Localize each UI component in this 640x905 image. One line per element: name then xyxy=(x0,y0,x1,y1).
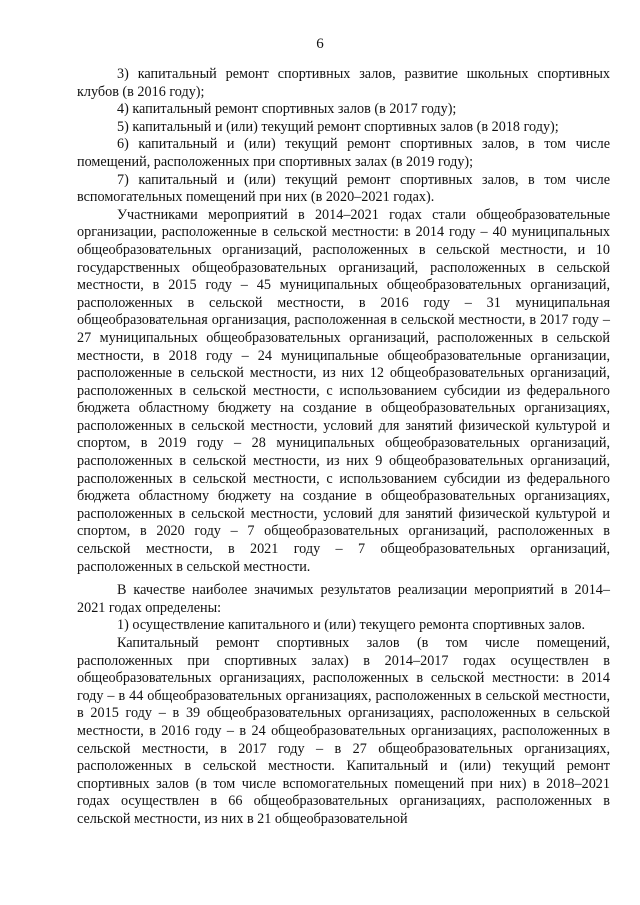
paragraph: 3) капитальный ремонт спортивных залов, развитие школьных спортивных клубов (в 2016 году); xyxy=(77,66,610,100)
page-number: 6 xyxy=(316,36,324,52)
paragraph: В качестве наиболее значимых результатов реализации мероприятий в 2014–2021 годах определены: xyxy=(77,582,610,616)
paragraph: 1) осуществление капитального и (или) текущего ремонта спортивных залов. xyxy=(117,617,585,634)
paragraph: 7) капитальный и (или) текущий ремонт спортивных залов, в том числе вспомогательных помещений при них (в 2020–2021 годах). xyxy=(77,171,610,206)
document-body xyxy=(77,66,610,829)
paragraph: 5) капитальный и (или) текущий ремонт спортивных залов (в 2018 году); xyxy=(117,118,559,135)
paragraph: 6) капитальный и (или) текущий ремонт спортивных залов, в том числе помещений, расположенных при спортивных залах (в 2019 году); xyxy=(77,136,610,170)
paragraph: 4) капитальный ремонт спортивных залов (в 2017 году); xyxy=(117,101,457,118)
paragraph: Участниками мероприятий в 2014–2021 годах стали общеобразовательные организации, расположенные в сельской местности: в 2014 году – 40 муниципальных общеобразовательных организаций, расположенных в сельской местности, и 10 государственных общеобразовательных организаций, расположенных в сельской местности, в 2015 году – 45 муниципальных общеобразовательных организаций, расположенных в сельской местности, в 2016 году – 31 муниципальная общеобразовательная организация, расположенная в сельской местности, в 2017 году – 27 муниципальных общеобразовательных организаций, расположенных в сельской местности, в 2018 году – 24 муниципальные общеобразовательные организации, расположенные в сельской местности, из них 12 общеобразовательных организаций, расположенных в сельской местности, с использованием субсидии из федерального бюджета областному бюджету на создание в общеобразовательных организациях, расположенных в сельской местности, условий для занятий физической культурой и спортом, в 2019 году – 28 муниципальных общеобразовательных организаций, расположенных в сельской местности, из них 9 общеобразовательных организаций, расположенных в сельской местности, с использованием субсидии из федерального бюджета областному бюджету на создание в общеобразовательных организациях, расположенных в сельской местности, условий для занятий физической культурой и спортом, в 2020 году – 7 общеобразовательных организаций, расположенных в сельской местности, в 2021 году – 7 общеобразовательных организаций, расположенных в сельской местности. xyxy=(77,206,610,575)
paragraph: Капитальный ремонт спортивных залов (в том числе помещений, расположенных при спортивных залах) в 2014–2017 годах осуществлен в общеобразовательных организациях, расположенных в сельской местности: в 2014 году – в 44 общеобразовательных организациях, расположенных в сельской местности, в 2015 году – в 39 общеобразовательных организациях, расположенных в сельской местности, в 2016 году – в 24 общеобразовательных организациях, расположенных в сельской местности, в 2017 году – в 27 общеобразовательных организациях, расположенных в сельской местности. Капитальный и (или) текущий ремонт спортивных залов (в том числе вспомогательных помещений при них) в 2018–2021 годах осуществлен в 66 общеобразовательных организациях, расположенных в сельской местности, из них в 21 общеобразовательной xyxy=(77,635,610,827)
